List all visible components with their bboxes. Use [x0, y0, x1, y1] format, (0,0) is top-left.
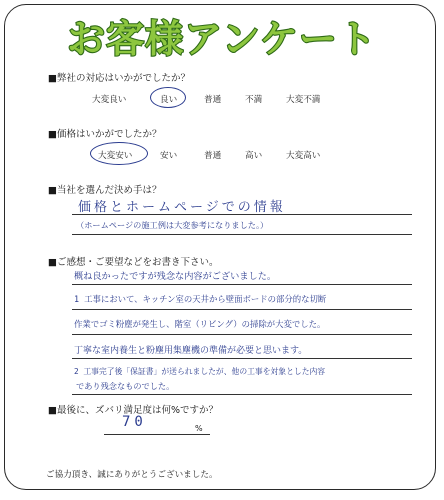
q5-answer-line	[104, 434, 210, 435]
q2-option-4[interactable]: 高い	[245, 151, 263, 161]
q1-label: ■弊社の対応はいかがでしたか？	[48, 73, 190, 84]
q2-selection-circle	[90, 142, 148, 165]
q2-option-2[interactable]: 安い	[160, 151, 178, 161]
q1-options	[0, 90, 444, 108]
q4-line-2	[72, 309, 412, 310]
q3-label: ■当社を選んだ決め手は？	[48, 185, 162, 196]
q2-option-1[interactable]: 大変安い	[98, 151, 133, 161]
q3-line-2	[72, 234, 412, 235]
q2-option-5[interactable]: 大変高い	[286, 151, 321, 161]
q1-selection-circle	[150, 87, 186, 108]
q4-line-text-2: 1 工事において、キッチン室の天井から壁面ボードの部分的な切断	[74, 294, 327, 304]
q1-option-2[interactable]: 良い	[160, 95, 178, 105]
q4-line-text-6: であり残念なものでした。	[76, 381, 175, 391]
q4-line-5	[72, 394, 412, 395]
survey-title	[0, 8, 444, 66]
footer-thanks: ご協力頂き、誠にありがとうございました。	[46, 470, 218, 480]
q4-line-4	[72, 358, 412, 359]
q1-option-4[interactable]: 不満	[245, 95, 263, 105]
q5-value: 70	[122, 414, 147, 430]
q4-line-3	[72, 334, 412, 335]
q5-unit: %	[195, 424, 203, 433]
q2-options	[0, 146, 444, 164]
q4-line-1	[72, 284, 412, 285]
title-text: お客様アンケート	[67, 17, 377, 61]
q1-option-3[interactable]: 普通	[204, 95, 222, 105]
q3-line-1	[72, 214, 412, 215]
q4-line-text-3: 作業でゴミ粉塵が発生し、階室（リビング）の掃除が大変でした。	[74, 319, 326, 329]
q3-answer: 価格とホームページでの情報	[78, 200, 286, 215]
q4-label: ■ご感想・ご要望などをお書き下さい。	[48, 257, 219, 268]
q3-note: （ホームページの施工例は大変参考になりました。）	[76, 220, 269, 230]
q4-line-text-5: 2 工事完了後「保証書」が送られましたが、他の工事を対象とした内容	[74, 367, 326, 376]
q1-option-1[interactable]: 大変良い	[92, 95, 127, 105]
q4-line-text-1: 概ね良かったですが残念な内容がございました。	[74, 271, 277, 282]
q2-label: ■価格はいかがでしたか？	[48, 129, 162, 140]
q5-label: ■最後に、ズバリ満足度は何%ですか？	[48, 405, 219, 416]
q2-option-3[interactable]: 普通	[204, 151, 222, 161]
q1-option-5[interactable]: 大変不満	[286, 95, 321, 105]
q4-line-text-4: 丁寧な室内養生と粉塵用集塵機の準備が必要と思います。	[74, 346, 308, 356]
